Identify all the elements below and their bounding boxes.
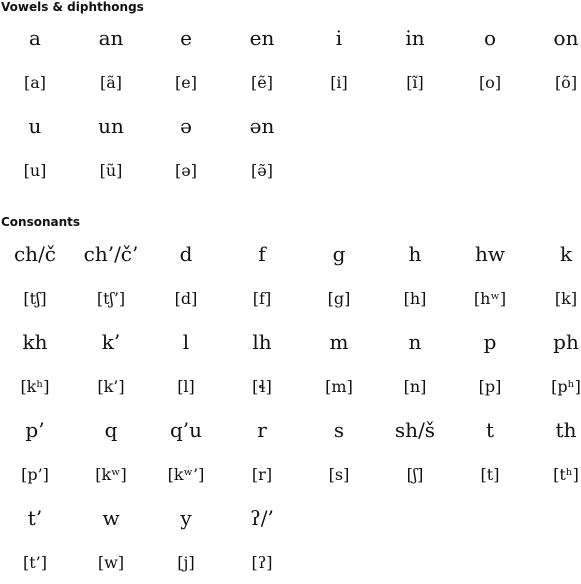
letter-cell: m	[329, 330, 349, 354]
letter-cell: f	[258, 242, 266, 266]
ipa-cell: [m]	[325, 376, 353, 396]
letter-cell: ʔ/’	[250, 506, 274, 530]
letter-cell: n	[408, 330, 422, 354]
letter-cell: p’	[25, 418, 45, 442]
letter-row	[0, 496, 581, 540]
letter-cell: h	[408, 242, 422, 266]
letter-cell: e	[180, 26, 192, 50]
letter-cell: an	[98, 26, 124, 50]
letter-cell: t’	[27, 506, 43, 530]
ipa-cell: [ĩ]	[406, 72, 424, 92]
ipa-cell: [ə̃]	[251, 160, 273, 180]
ipa-row	[0, 364, 581, 408]
letter-cell: s	[333, 418, 345, 442]
letter-cell: l	[182, 330, 190, 354]
letter-cell: o	[483, 26, 497, 50]
letter-cell: un	[98, 114, 124, 138]
consonants-table	[0, 232, 581, 584]
letter-row	[0, 16, 581, 60]
letter-cell: d	[179, 242, 193, 266]
ipa-cell: [ʔ]	[251, 552, 273, 572]
letter-cell: u	[28, 114, 42, 138]
ipa-cell: [ã]	[99, 72, 123, 92]
ipa-cell: [pʰ]	[551, 376, 581, 396]
letter-cell: w	[102, 506, 120, 530]
letter-cell: th	[555, 418, 577, 442]
ipa-cell: [ə]	[175, 160, 197, 180]
ipa-cell: [t’]	[23, 552, 47, 572]
ipa-cell: [e]	[175, 72, 197, 92]
letter-cell: ch’/č’	[83, 242, 139, 266]
ipa-cell: [l]	[177, 376, 195, 396]
ipa-cell: [õ]	[554, 72, 578, 92]
letter-cell: ə	[180, 114, 192, 138]
ipa-row	[0, 148, 581, 192]
letter-cell: p	[483, 330, 497, 354]
ipa-cell: [s]	[328, 464, 350, 484]
letter-cell: k	[559, 242, 573, 266]
letter-row	[0, 320, 581, 364]
ipa-row	[0, 540, 581, 584]
ipa-cell: [ũ]	[99, 160, 123, 180]
ipa-cell: [p]	[478, 376, 502, 396]
letter-cell: r	[257, 418, 267, 442]
ipa-cell: [d]	[174, 288, 198, 308]
ipa-cell: [tʃ’]	[96, 288, 126, 308]
letter-cell: y	[180, 506, 192, 530]
letter-row	[0, 104, 581, 148]
letter-cell: sh/š	[394, 418, 436, 442]
ipa-cell: [h]	[403, 288, 427, 308]
ipa-row	[0, 276, 581, 320]
ipa-row	[0, 452, 581, 496]
ipa-cell: [o]	[478, 72, 502, 92]
letter-cell: ch/č	[13, 242, 57, 266]
ipa-cell: [kʷ’]	[167, 464, 205, 484]
letter-cell: lh	[252, 330, 272, 354]
ipa-cell: [k’]	[97, 376, 125, 396]
ipa-cell: [g]	[327, 288, 351, 308]
ipa-cell: [tʰ]	[553, 464, 579, 484]
ipa-cell: [w]	[97, 552, 125, 572]
ipa-cell: [u]	[23, 160, 47, 180]
ipa-cell: [kʷ]	[95, 464, 127, 484]
letter-cell: in	[405, 26, 425, 50]
letter-cell: a	[29, 26, 41, 50]
ipa-cell: [f]	[252, 288, 272, 308]
ipa-cell: [hʷ]	[473, 288, 507, 308]
ipa-row	[0, 60, 581, 104]
ipa-cell: [r]	[251, 464, 273, 484]
vowels-table	[0, 16, 581, 192]
ipa-cell: [ɬ]	[252, 376, 272, 396]
ipa-cell: [k]	[554, 288, 578, 308]
ipa-cell: [kʰ]	[20, 376, 50, 396]
ipa-cell: [t]	[480, 464, 500, 484]
ipa-cell: [j]	[177, 552, 195, 572]
ipa-cell: [i]	[330, 72, 348, 92]
ipa-cell: [n]	[403, 376, 427, 396]
letter-cell: t	[485, 418, 495, 442]
ipa-cell: [tʃ]	[23, 288, 47, 308]
letter-cell: k’	[101, 330, 121, 354]
letter-row	[0, 232, 581, 276]
letter-cell: ph	[553, 330, 579, 354]
letter-cell: g	[332, 242, 346, 266]
ipa-cell: [ẽ]	[251, 72, 273, 92]
vowels-heading: Vowels & diphthongs	[1, 0, 144, 14]
letter-cell: i	[335, 26, 343, 50]
letter-row	[0, 408, 581, 452]
ipa-cell: [a]	[23, 72, 47, 92]
letter-cell: en	[249, 26, 275, 50]
letter-cell: q	[104, 418, 118, 442]
ipa-cell: [ʃ]	[406, 464, 424, 484]
consonants-heading: Consonants	[1, 215, 81, 229]
letter-cell: hw	[475, 242, 505, 266]
letter-cell: on	[553, 26, 579, 50]
ipa-cell: [p’]	[21, 464, 49, 484]
letter-cell: ən	[249, 114, 275, 138]
letter-cell: q’u	[169, 418, 203, 442]
letter-cell: kh	[22, 330, 48, 354]
